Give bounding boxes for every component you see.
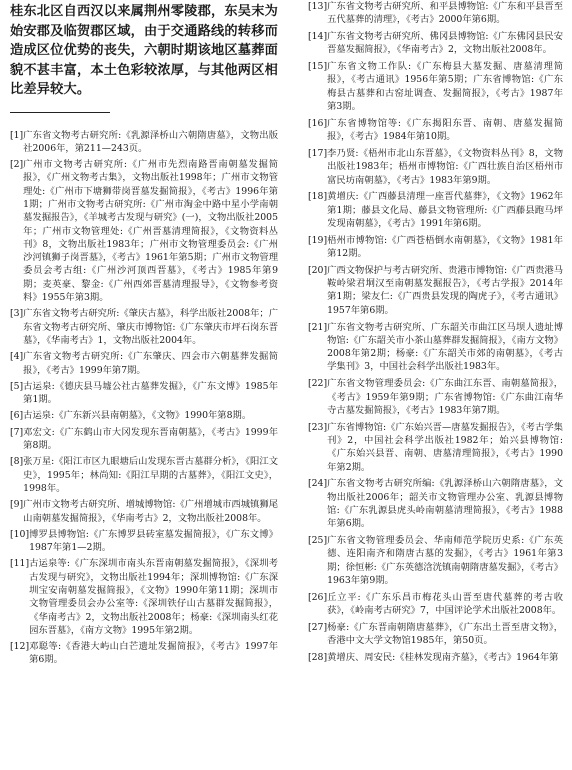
reference-item (10, 557, 278, 637)
reference-number: [3] (10, 308, 24, 320)
reference-text: 广东省文物管理委员会、华南师范学院历史系:《广东英德、连阳南齐和隋唐古墓的发掘》，《考古》1961年第3期；徐恒彬:《广东英德浛洸镇南朝隋唐墓发掘》，《考古》1963年第9期。 (327, 534, 563, 586)
reference-item (308, 190, 563, 230)
reference-item (308, 591, 563, 618)
reference-number: [5] (10, 380, 24, 392)
reference-item (308, 147, 563, 187)
reference-text: 广东省博物馆:《广东始兴晋—唐墓发掘报告》，《考古学集刊》2，中国社会科学出版社1982年；始兴县博物馆:《广东始兴县晋、南朝、唐墓清理简报》，《考古》1990年第2期。 (327, 421, 563, 473)
reference-number: [6] (10, 410, 24, 422)
reference-text: 广东省博物馆等:《广东揭阳东晋、南朝、唐墓发掘简报》，《考古》1984年第10期。 (327, 117, 563, 143)
reference-list-left (10, 129, 278, 667)
reference-number: [2] (10, 159, 24, 171)
reference-item (308, 651, 563, 664)
reference-number: [22] (308, 378, 328, 390)
left-column (10, 0, 278, 670)
reference-text: 杨豪:《广东晋南朝隋唐墓葬》，《广东出土晋至唐文物》，香港中文大学文物馆1985年，第50页。 (327, 621, 563, 647)
reference-text: 博罗县博物馆:《广东博罗县砖室墓发掘简报》，《广东文博》1987年第1—2期。 (29, 528, 278, 554)
reference-number: [26] (308, 591, 328, 603)
reference-number: [15] (308, 61, 328, 73)
reference-list-right (308, 0, 563, 664)
reference-item (308, 234, 563, 261)
reference-number: [20] (308, 264, 328, 276)
reference-text: 邓聪等:《香港大屿山白芒遗址发掘简报》，《考古》1997年第6期。 (29, 641, 278, 666)
reference-number: [12] (10, 641, 30, 653)
reference-number: [23] (308, 421, 328, 433)
reference-number: [24] (308, 478, 328, 490)
reference-item (10, 528, 278, 555)
reference-text: 广东省文物考古研究所、广东韶关市曲江区马坝人遗址博物馆:《广东韶关市小茶山墓葬群发掘简报》，《南方文物》2008年第2期；杨豪:《广东韶关市郊的南朝墓》，《考古学集刊》3，中国社会科学出版社1983年。 (327, 321, 563, 373)
reference-item (10, 350, 278, 377)
reference-item (10, 380, 278, 407)
reference-number: [19] (308, 234, 328, 246)
reference-number: [4] (10, 351, 24, 363)
reference-text: 广东省文物考古研究所:《肇庆古墓》，科学出版社2008年；广东省文物考古研究所、肇庆市博物馆:《广东肇庆市坪石岗东晋墓》，《华南考古》1，文物出版社2004年。 (23, 308, 278, 346)
reference-item (10, 498, 278, 525)
reference-text: 黄增庆:《广西藤县清理一座晋代墓葬》，《文物》1962年第1期；藤县文化局、藤县文物管理所:《广西藤县跑马坪发现南朝墓》，《考古》1991年第6期。 (327, 191, 563, 229)
reference-item (10, 409, 278, 422)
reference-number: [27] (308, 621, 328, 633)
reference-text: 黄增庆、周安民:《桂林发现南齐墓》，《考古》1964年第 (327, 651, 559, 663)
reference-item (10, 426, 278, 453)
reference-item (308, 117, 563, 144)
reference-item (10, 129, 278, 156)
reference-item (308, 477, 563, 530)
reference-text: 广东省文物管理委员会:《广东曲江东晋、南朝墓简报》，《考古》1959年第9期；广东省博物馆:《广东曲江南华寺古墓发掘简报》，《考古》1983年第7期。 (327, 378, 563, 416)
reference-text: 广州市文物考古研究所、增城博物馆:《广州增城市西城镇狮尾山南朝墓发掘简报》，《华南考古》2，文物出版社2008年。 (23, 499, 278, 524)
reference-number: [13] (308, 1, 328, 12)
intro-paragraph: 桂东北区自西汉以来属荆州零陵郡，东吴末为始安郡及临贺郡区域，由于交通路线的转移而造成区位优势的丧失，六朝时期该地区墓葬面貌不甚丰富，本土色彩较浓厚，与其他两区相比差异较大。 (10, 4, 278, 97)
reference-text: 广东省文物考古研究所、和平县博物馆:《广东和平县晋至五代墓葬的清理》，《考古》2000年第6期。 (327, 1, 563, 26)
reference-text: 李乃贤:《梧州市北山东晋墓》，《文物资料丛刊》8，文物出版社1983年；梧州市博物馆:《广西壮族自治区梧州市富民坊南朝墓》，《考古》1983年第9期。 (327, 147, 563, 186)
reference-number: [7] (10, 426, 24, 438)
reference-text: 广东省文物考古研究所编:《乳源泽桥山六朝隋唐墓》，文物出版社2006年；韶关市文物管理办公室、乳源县博物馆:《广东乳源县虎头岭南朝墓清理简报》，《考古》1988年第6期。 (327, 478, 563, 530)
reference-text: 邓宏文:《广东鹤山市大冈发现东晋南朝墓》，《考古》1999年第8期。 (23, 426, 278, 452)
reference-text: 古运泉等:《广东深圳市南头东晋南朝墓发掘简报》，《深圳考古发现与研究》，文物出版社1994年；深圳博物馆:《广东深圳宝安南朝墓发掘简报》，《文物》1990年第11期；深圳市文物管理委员会办公室等:《深圳铁仔山古墓群发掘简报》，《华南考古》2，文物出版社2008年；杨豪:《深圳南头红花园东晋墓》，《南方文物》1995年第2期。 (29, 558, 278, 636)
reference-number: [21] (308, 321, 328, 333)
reference-number: [10] (10, 528, 30, 540)
reference-item (308, 30, 563, 57)
reference-item (308, 60, 563, 113)
reference-text: 广东省文物工作队:《广东梅县大墓发掘、唐墓清理简报》，《考古通讯》1956年第5期；广东省博物馆:《广东梅县古墓葬和古窑址调查、发掘简报》，《考古》1987年第3期。 (327, 61, 563, 113)
reference-item (308, 321, 563, 374)
reference-text: 张万星:《阳江市区九眼塘后山发现东晋古墓群分析》，《阳江文史》，1995年；林尚知:《阳江早期的古墓葬》，《阳江文史》，1998年。 (23, 456, 278, 494)
reference-text: 广东省文物考古研究所、佛冈县博物馆:《广东佛冈县民安晋墓发掘简报》，《华南考古》2，文物出版社2008年。 (327, 31, 563, 56)
reference-item (308, 421, 563, 474)
reference-text: 梧州市博物馆:《广西苍梧倒水南朝墓》，《文物》1981年第12期。 (327, 234, 563, 260)
reference-number: [14] (308, 31, 328, 43)
reference-item (10, 307, 278, 347)
reference-text: 古运泉:《广东新兴县南朝墓》，《文物》1990年第8期。 (23, 410, 252, 422)
reference-item (308, 377, 563, 417)
reference-number: [11] (10, 558, 30, 570)
reference-number: [25] (308, 534, 328, 546)
reference-item (308, 264, 563, 317)
reference-text: 广西文物保护与考古研究所、贵港市博物馆:《广西贵港马鞍岭梁君垌汉至南朝墓发掘报告》，《考古学报》2014年第1期；梁友仁:《广西贵县发现的陶虎子》，《考古通讯》1957年第6期。 (327, 264, 563, 316)
footnote-divider (10, 112, 110, 113)
reference-item (10, 640, 278, 667)
reference-number: [18] (308, 191, 328, 203)
reference-number: [9] (10, 499, 24, 511)
reference-text: 丘立平:《广东乐昌市梅花头山晋至唐代墓葬的考古收获》，《岭南考古研究》7，中国评论学术出版社2008年。 (327, 591, 563, 616)
reference-number: [8] (10, 456, 24, 468)
reference-number: [28] (308, 651, 328, 663)
reference-number: [17] (308, 147, 328, 159)
reference-item (10, 158, 278, 304)
reference-text: 广东省文物考古研究所:《乳源泽桥山六朝隋唐墓》，文物出版社2006年，第211—243页。 (23, 129, 278, 154)
reference-item (308, 534, 563, 587)
reference-item (10, 455, 278, 495)
reference-text: 广东省文物考古研究所:《广东肇庆、四会市六朝墓葬发掘简报》，《考古》1999年第7期。 (23, 351, 278, 376)
right-column (308, 0, 563, 668)
reference-text: 广州市文物考古研究所:《广州市先烈南路晋南朝墓发掘简报》，《广州文物考古集》，文物出版社1998年；广州市文物管理处:《广州市下塘狮带岗晋墓发掘简报》，《考古》1996年第1期；广州市文物考古研究所:《广州市淘金中路中星小学南朝墓发掘报告》，《羊城考古发现与研究》(一)，文物出版社2005年；广州市文物管理处:《广州晋墓清理简报》，《文物资料丛刊》8，文物出版社1983年；广州市文物管理委员会:《广州沙河镇狮子岗晋墓》，《考古》1961年第5期；广州市文物管理委员会考古组:《广州沙河顶西晋墓》，《考古》1985年第9期；麦英豪、黎金:《广州西郊晋墓清理报导》，《文物参考资料》1955年第3期。 (23, 159, 278, 304)
reference-text: 古运泉:《德庆县马墟公社古墓葬发掘》，《广东文博》1985年第1期。 (23, 380, 278, 406)
reference-item (308, 0, 563, 27)
reference-number: [16] (308, 117, 328, 129)
reference-item (308, 621, 563, 648)
reference-number: [1] (10, 129, 24, 141)
